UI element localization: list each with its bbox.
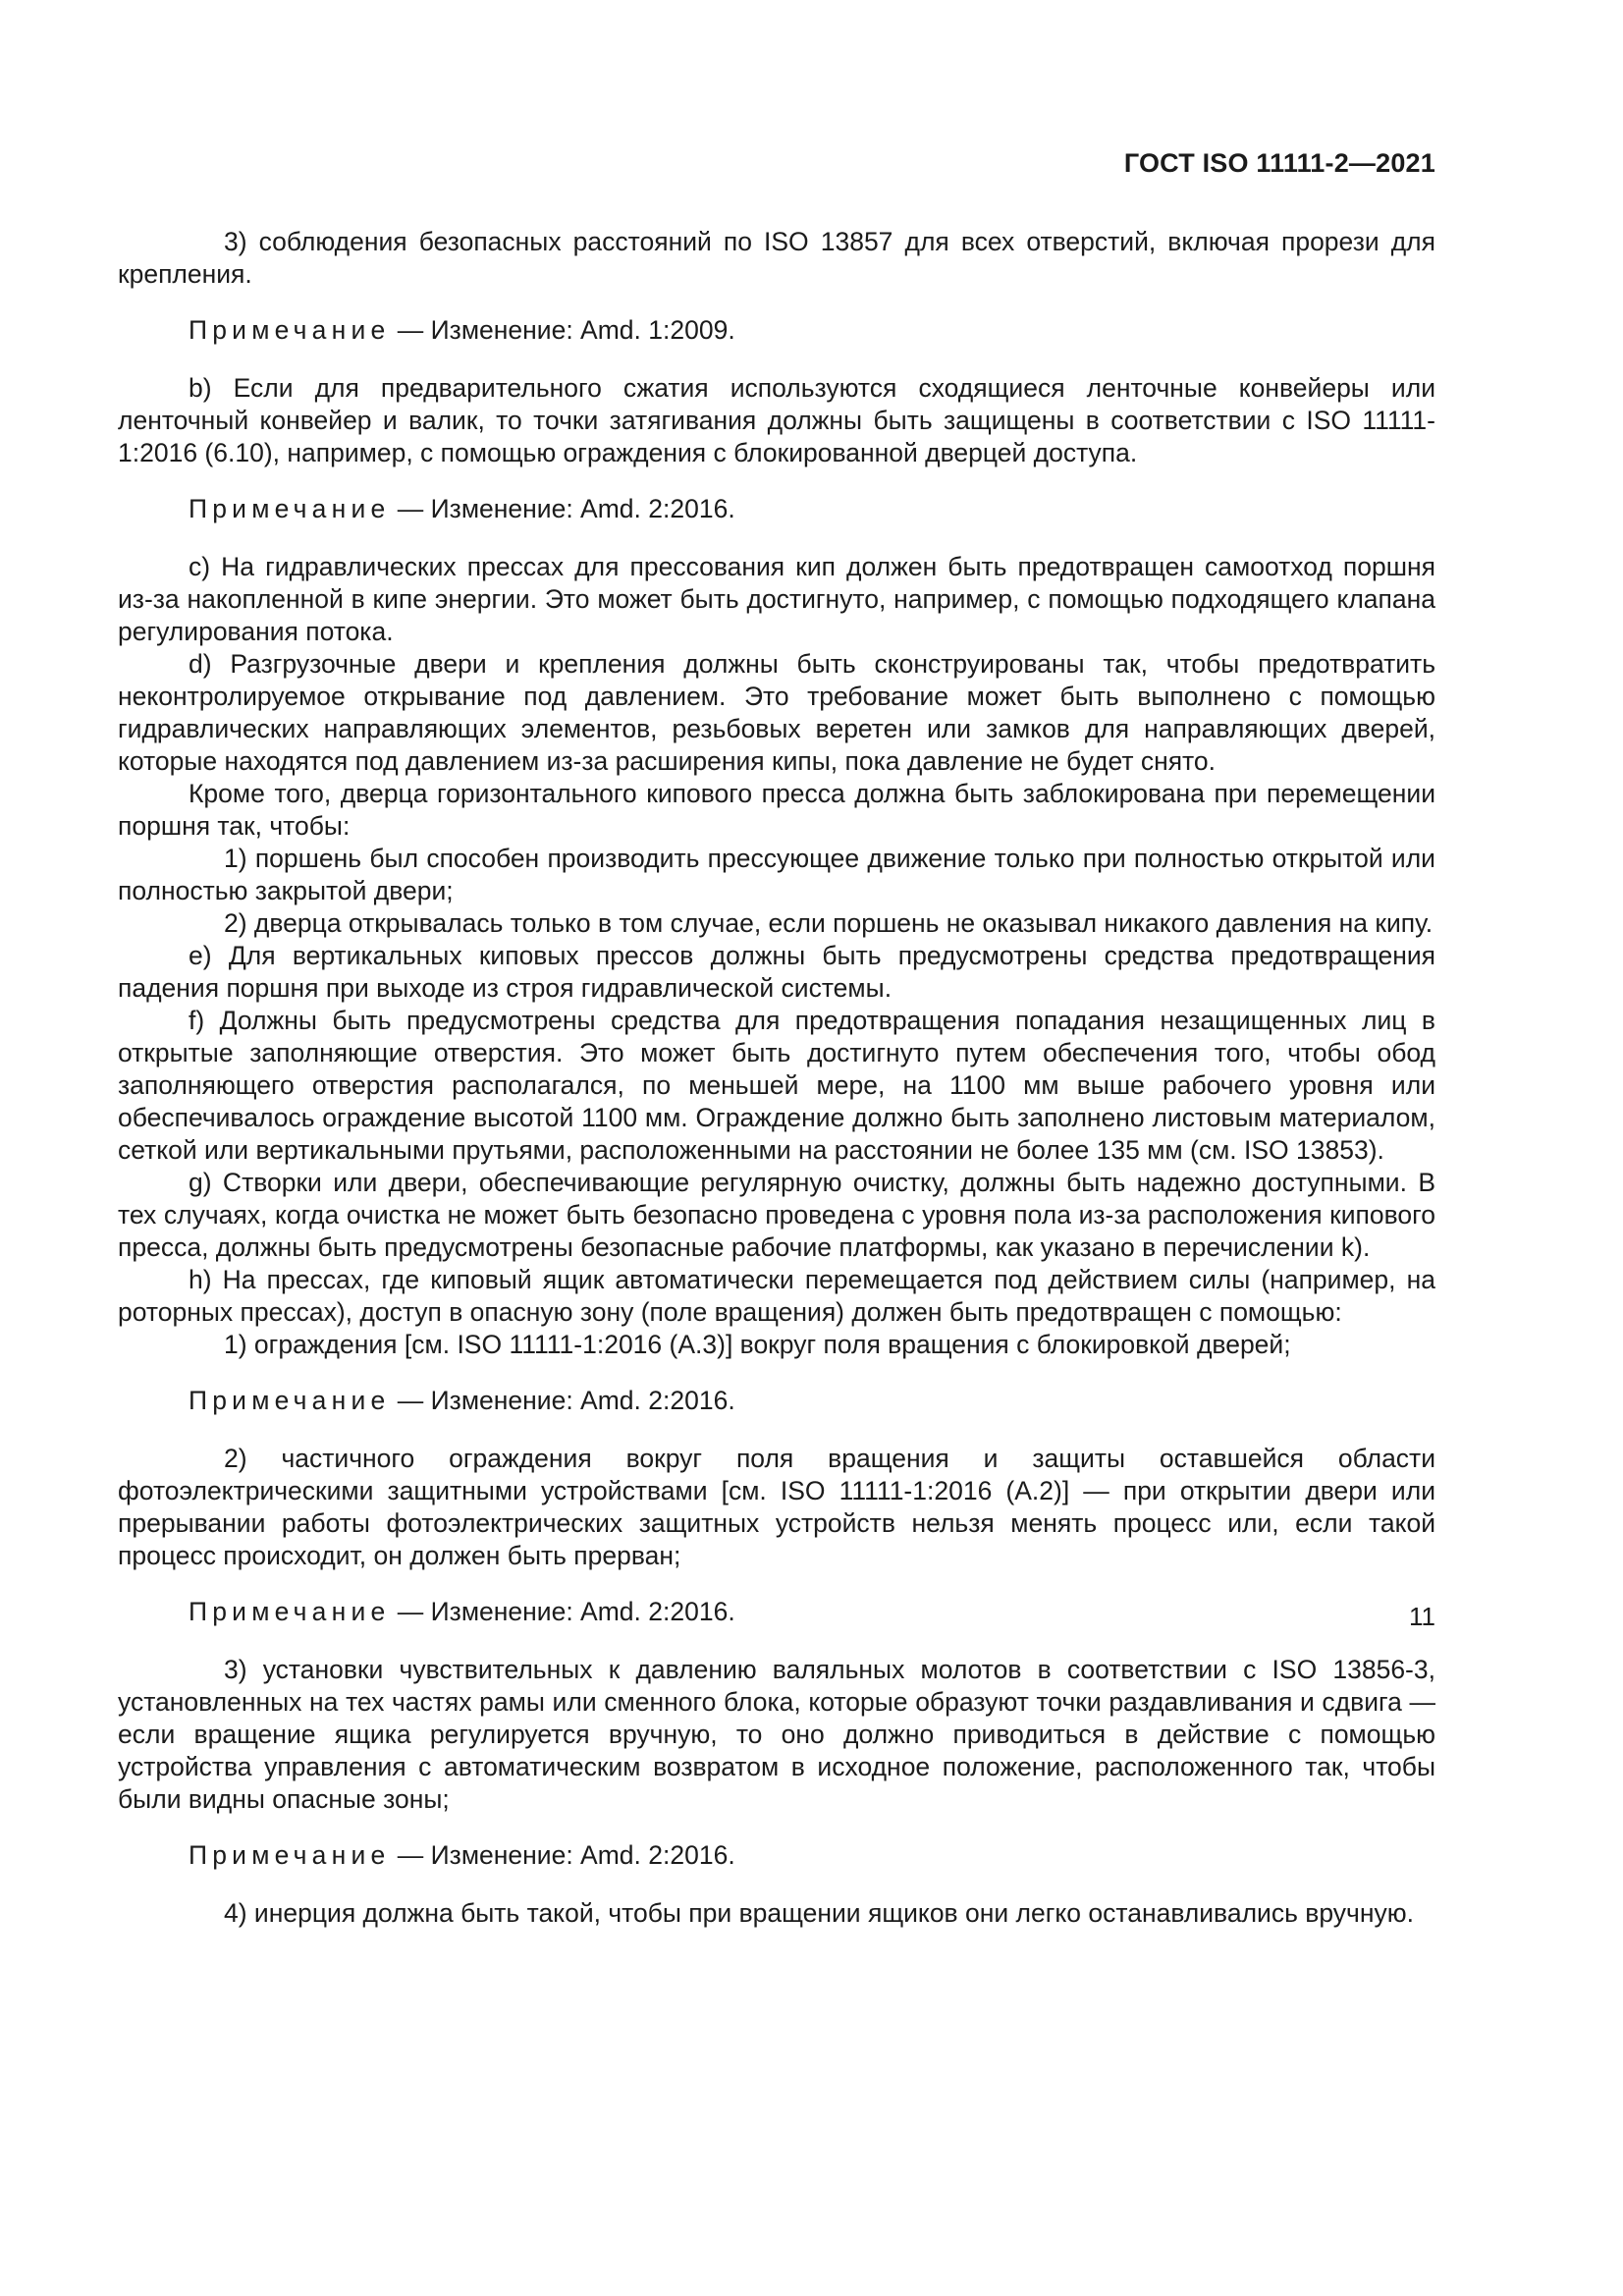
note-label: Примечание [189,1597,391,1626]
list-item-3: 3) соблюдения безопасных расстояний по ISO 13857 для всех отверстий, включая прорези для крепления. [118,227,1435,289]
list-item-4: 4) инерция должна быть такой, чтобы при вращении ящиков они легко останавливались вручную. [224,1898,1414,1928]
paragraph-additionally: Кроме того, дверца горизонтального кипового пресса должна быть заблокирована при перемещении поршня так, чтобы: [118,779,1435,841]
item-e: e) Для вертикальных киповых прессов должны быть предусмотрены средства предотвращения падения поршня при выходе из строя гидравлической системы. [118,941,1435,1003]
note-label: Примечание [189,1386,391,1415]
list-item-1: 1) ограждения [см. ISO 11111-1:2016 (А.3)] вокруг поля вращения с блокировкой дверей; [224,1330,1291,1359]
note-label: Примечание [189,315,391,345]
note-label: Примечание [189,1840,391,1870]
page-number: 11 [1409,1602,1435,1631]
item-d: d) Разгрузочные двери и крепления должны быть сконструированы так, чтобы предотвратить неконтролируемое открывание под давлением. Это требование может быть выполнено с помощью гидравлических направляющих элементов, резьбовых веретен или замков для направляющих дверей, которые находятся под давлением из-за расширения кипы, пока давление не будет снято. [118,649,1435,776]
note-text: — Изменение: Amd. 2:2016. [397,1597,735,1626]
item-b: b) Если для предварительного сжатия используются сходящиеся ленточные конвейеры или ленточный конвейер и валик, то точки затягивания должны быть защищены в соответствии с ISO 11111-1:2016 (6.10), например, с помощью ограждения с блокированной дверцей доступа. [118,373,1435,467]
list-item-3: 3) установки чувствительных к давлению валяльных молотов в соответствии с ISO 13856-3, установленных на тех частях рамы или сменного блока, которые образуют точки раздавливания и сдвига — если вращение ящика регулируется вручную, то оно должно приводиться в действие с помощью устройства управления с автоматическим возвратом в исходное положение, расположенного так, чтобы были видны опасные зоны; [118,1655,1435,1814]
note [118,314,1435,347]
item-h: h) На прессах, где киповый ящик автоматически перемещается под действием силы (например, на роторных прессах), доступ в опасную зону (поле вращения) должен быть предотвращен с помощью: [118,1265,1435,1327]
item-f: f) Должны быть предусмотрены средства для предотвращения попадания незащищенных лиц в открытые заполняющие отверстия. Это может быть достигнуто путем обеспечения того, чтобы обод заполняющего отверстия располагался, по меньшей мере, на 1100 мм выше рабочего уровня или обеспечивалось ограждение высотой 1100 мм. Ограждение должно быть заполнено листовым материалом, сеткой или вертикальными прутьями, расположенными на расстоянии не более 135 мм (см. ISO 13853). [118,1006,1435,1165]
note-text: — Изменение: Amd. 2:2016. [397,494,735,523]
item-g: g) Створки или двери, обеспечивающие регулярную очистку, должны быть надежно доступными. В тех случаях, когда очистка не может быть безопасно проведена с уровня пола из-за расположения кипового пресса, должны быть предусмотрены безопасные рабочие платформы, как указано в перечислении k). [118,1168,1435,1262]
document-header: ГОСТ ISO 11111-2—2021 [1123,148,1435,178]
note [118,1839,1435,1872]
note [118,493,1435,525]
list-item-2: 2) дверца открывалась только в том случае, если поршень не оказывал никакого давления на кипу. [224,908,1434,938]
note [118,1596,1435,1628]
note [118,1385,1435,1417]
note-text: — Изменение: Amd. 2:2016. [397,1386,735,1415]
note-label: Примечание [189,494,391,523]
document-body [118,226,1435,1930]
item-c: c) На гидравлических прессах для прессования кип должен быть предотвращен самоотход поршня из-за накопленной в кипе энергии. Это может быть достигнуто, например, с помощью подходящего клапана регулирования потока. [118,552,1435,646]
note-text: — Изменение: Amd. 1:2009. [397,315,735,345]
note-text: — Изменение: Amd. 2:2016. [397,1840,735,1870]
list-item-2: 2) частичного ограждения вокруг поля вращения и защиты оставшейся области фотоэлектрическими защитными устройствами [см. ISO 11111-1:2016 (А.2)] — при открытии двери или прерывании работы фотоэлектрических защитных устройств нельзя менять процесс или, если такой процесс происходит, он должен быть прерван; [118,1444,1435,1570]
list-item-1: 1) поршень был способен производить прессующее движение только при полностью открытой или полностью закрытой двери; [118,844,1435,905]
